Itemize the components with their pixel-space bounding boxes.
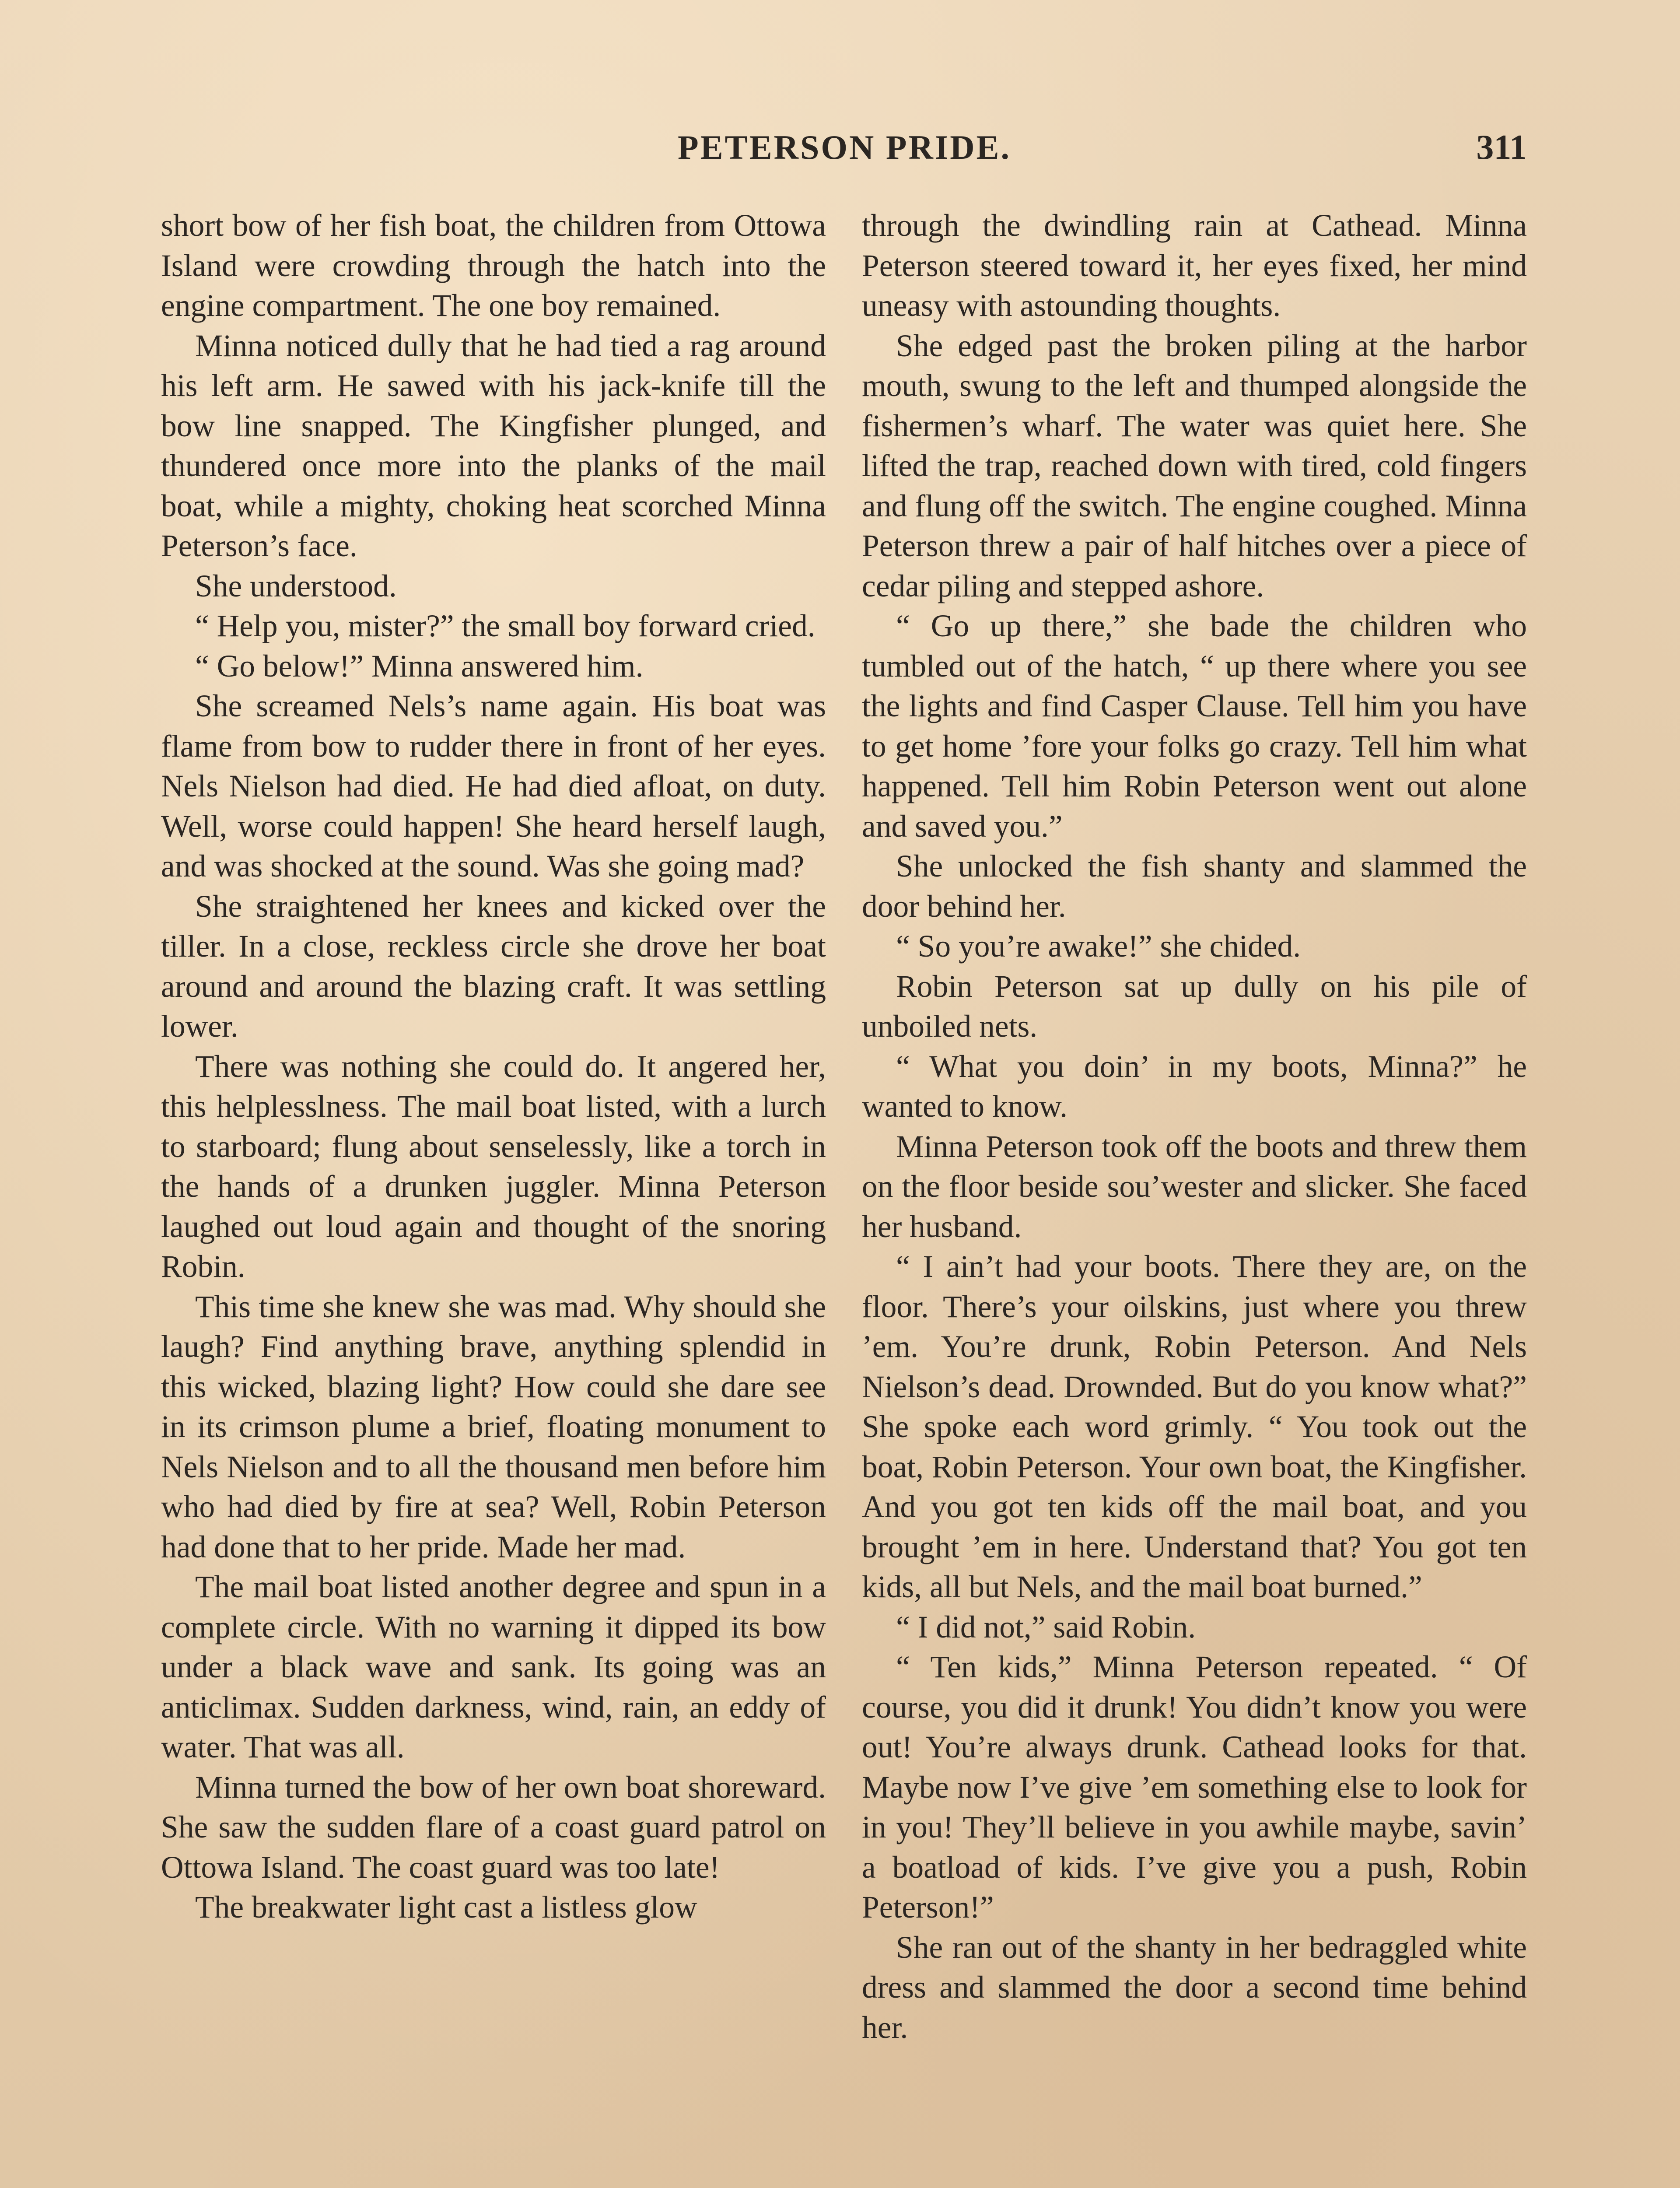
paragraph: She ran out of the shanty in her bedraggled white dress and slammed the door a second time behind her. [862, 1930, 1527, 2045]
paragraph: through the dwindling rain at Cathead. Minna Peterson steered toward it, her eyes fixed, her mind uneasy with astounding thoughts. [862, 208, 1527, 323]
paragraph: She understood. [195, 568, 397, 603]
paragraph: The breakwater light cast a listless glow [195, 1890, 697, 1925]
paragraph: “ I did not,” said Robin. [896, 1609, 1196, 1645]
paragraph: “ What you doin’ in my boots, Minna?” he wanted to know. [862, 1049, 1527, 1124]
paragraph: She screamed Nels’s name again. His boat was flame from bow to rudder there in front of her eyes. Nels Nielson had died. He had died afloat, on duty. Well, worse could happen! She heard herself laugh, and was shocked at the sound. Was she going mad? [161, 689, 826, 884]
paragraph: There was nothing she could do. It angered her, this helplesslness. The mail boat listed, with a lurch to starboard; flung about senselessly, like a torch in the hands of a drunken juggler. Minna Peterson laughed out loud again and thought of the snoring Robin. [161, 1049, 826, 1284]
paragraph: Robin Peterson sat up dully on his pile of unboiled nets. [862, 969, 1527, 1044]
paragraph: “ Go up there,” she bade the children who tumbled out of the hatch, “ up there where you see the lights and find Casper Clause. Tell him you have to get home ’fore your folks go crazy. Tell him what happened. Tell him Robin Peterson went out alone and saved you.” [862, 609, 1527, 844]
page-header [162, 128, 1527, 176]
paragraph: “ Help you, mister?” the small boy forward cried. [195, 609, 816, 643]
running-title: PETERSON PRIDE. [677, 128, 1012, 166]
paragraph: The mail boat listed another degree and spun in a complete circle. With no warning it dipped its bow under a black wave and sank. Its going was an anticlimax. Sudden darkness, wind, rain, an eddy of water. That was all. [161, 1570, 826, 1764]
paragraph: “ Go below!” Minna answered him. [195, 649, 644, 684]
paragraph: Minna turned the bow of her own boat shoreward. She saw the sudden flare of a coast guard patrol on Ottowa Island. The coast guard was too late! [161, 1770, 826, 1885]
paragraph: Minna noticed dully that he had tied a rag around his left arm. He sawed with his jack-knife till the bow line snapped. The Kingfisher plunged, and thundered once more into the planks of the mail boat, while a mighty, choking heat scorched Minna Peterson’s face. [161, 328, 826, 563]
right-column [862, 206, 1527, 2048]
paragraph: This time she knew she was mad. Why should she laugh? Find anything brave, anything splendid in this wicked, blazing light? How could she dare see in its crimson plume a brief, floating monument to Nels Nielson and to all the thousand men before him who had died by fire at sea? Well, Robin Peterson had done that to her pride. Made her mad. [161, 1289, 826, 1564]
paragraph: She unlocked the fish shanty and slammed the door behind her. [862, 849, 1527, 924]
paragraph: “ Ten kids,” Minna Peterson repeated. “ Of course, you did it drunk! You didn’t know you were out! You’re always drunk. Cathead looks for that. Maybe now I’ve give ’em something else to look for in you! They’ll believe in you awhile maybe, savin’ a boatload of kids. I’ve give you a push, Robin Peterson!” [862, 1650, 1527, 1925]
page-number: 311 [1476, 128, 1527, 167]
paragraph: She edged past the broken piling at the harbor mouth, swung to the left and thumped alongside the fishermen’s wharf. The water was quiet here. She lifted the trap, reached down with tired, cold fingers and flung off the switch. The engine coughed. Minna Peterson threw a pair of half hitches over a piece of cedar piling and stepped ashore. [862, 328, 1527, 603]
left-column [161, 206, 826, 1928]
paragraph: short bow of her fish boat, the children from Ottowa Island were crowding through the hatch into the engine compartment. The one boy remained. [161, 208, 826, 323]
paragraph: Minna Peterson took off the boots and threw them on the floor beside sou’wester and slicker. She faced her husband. [862, 1129, 1527, 1244]
paragraph: “ So you’re awake!” she chided. [896, 929, 1301, 964]
paragraph: “ I ain’t had your boots. There they are, on the floor. There’s your oilskins, just where you threw ’em. You’re drunk, Robin Peterson. And Nels Nielson’s dead. Drownded. But do you know what?” She spoke each word grimly. “ You took out the boat, Robin Peterson. Your own boat, the Kingfisher. And you got ten kids off the mail boat, and you brought ’em in here. Understand that? You got ten kids, all but Nels, and the mail boat burned.” [862, 1249, 1527, 1604]
paragraph: She straightened her knees and kicked over the tiller. In a close, reckless circle she drove her boat around and around the blazing craft. It was settling lower. [161, 889, 826, 1044]
